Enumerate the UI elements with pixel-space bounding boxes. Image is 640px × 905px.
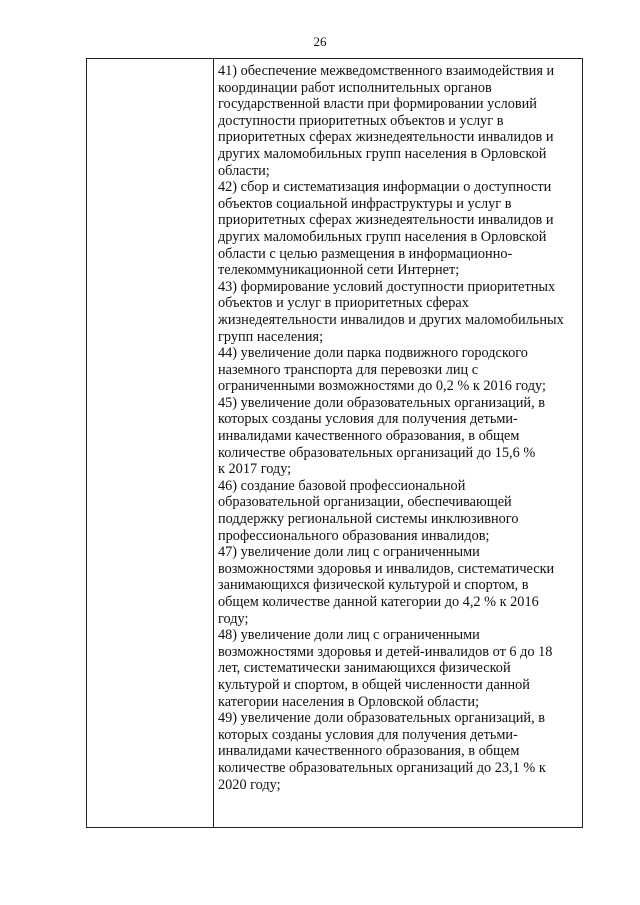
list-item-46: 46) создание базовой профессиональной образовательной организации, обеспечивающей поддержку региональной системы инклюзивного профессионального образования инвалидов; <box>218 477 519 544</box>
list-item-41: 41) обеспечение межведомственного взаимодействия и координации работ исполнительных органов государственной власти при формировании условий доступности приоритетных объектов и услуг в приоритетных сферах жизнедеятельности инвалидов и других маломобильных групп населения в Орловской области; <box>218 63 555 179</box>
table-right-cell <box>218 63 576 793</box>
list-item-42: 42) сбор и систематизация информации о доступности объектов социальной инфраструктуры и услуг в приоритетных сферах жизнедеятельности инвалидов и других маломобильных групп населения в Орловской области с целью размещения в информационно- телекоммуникационной сети Интернет; <box>218 179 554 279</box>
document-table <box>86 58 583 828</box>
list-item-48: 48) увеличение доли лиц с ограниченными возможностями здоровья и детей-инвалидов от 6 до 18 лет, систематически занимающихся физической культурой и спортом, в общей численности данной категории населения в Орловской области; <box>218 627 553 710</box>
page-number: 26 <box>313 34 327 49</box>
list-item-47: 47) увеличение доли лиц с ограниченными возможностями здоровья и инвалидов, систематически занимающихся физической культурой и спортом, в общем количестве данной категории до 4,2 % к 2016 году; <box>218 544 555 627</box>
table-left-cell <box>87 59 214 827</box>
list-item-49: 49) увеличение доли образовательных организаций, в которых созданы условия для получения детьми- инвалидами качественного образования, в общем количестве образовательных организаций до 23,1 % к 2020 году; <box>218 710 546 793</box>
list-item-43: 43) формирование условий доступности приоритетных объектов и услуг в приоритетных сферах жизнедеятельности инвалидов и других маломобильных групп населения; <box>218 278 564 345</box>
list-item-44: 44) увеличение доли парка подвижного городского наземного транспорта для перевозки лиц с ограниченными возможностями до 0,2 % к 2016 году; <box>218 345 546 395</box>
list-item-45: 45) увеличение доли образовательных организаций, в которых созданы условия для получения детьми- инвалидами качественного образования, в общем количестве образовательных организаций до 15,6 % к 2017 году; <box>218 394 545 478</box>
